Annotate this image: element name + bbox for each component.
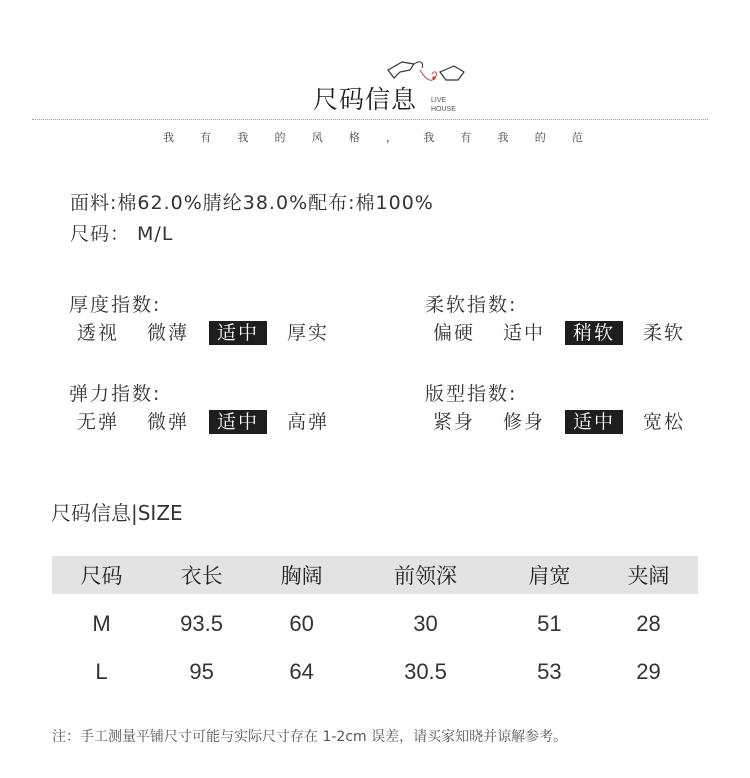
table-cell: 28 (636, 611, 661, 636)
table-row (52, 594, 698, 648)
index-option: 偏硬 (432, 322, 475, 344)
slogan-char: 风 (311, 131, 323, 144)
table-cell: 51 (537, 611, 562, 636)
size-section-heading: 尺码信息|SIZE (51, 501, 183, 525)
index-option: 宽松 (642, 411, 685, 433)
table-cell: 30 (413, 611, 438, 636)
table-header-row (52, 556, 698, 594)
elasticity-index-options (69, 410, 349, 434)
slogan-char: 我 (163, 131, 174, 144)
column-header: 夹阔 (599, 556, 698, 594)
fabric-composition: 面料:棉62.0%腈纶38.0%配布:棉100% (70, 192, 434, 214)
slogan-char: 范 (571, 131, 583, 144)
index-option: 柔软 (642, 322, 685, 344)
thickness-index-options (69, 321, 349, 345)
elasticity-index-label: 弹力指数: (69, 383, 162, 405)
column-header: 前领深 (351, 556, 500, 594)
table-cell: 93.5 (180, 611, 223, 636)
index-option: 微薄 (146, 322, 189, 344)
size-table (52, 556, 698, 696)
column-header: 胸阔 (252, 556, 351, 594)
index-option: 适中 (209, 321, 267, 345)
measurement-note: 注：手工测量平铺尺寸可能与实际尺寸存在 1-2cm 误差，请买家知晓并谅解参考。 (52, 729, 568, 745)
index-option: 适中 (565, 410, 623, 434)
slogan-char: 我 (497, 131, 509, 144)
index-option: 稍软 (565, 321, 623, 345)
index-option: 高弹 (286, 411, 329, 433)
logo-sub-line-1: LIVE (431, 97, 447, 104)
slogan-char: 格 (348, 131, 360, 144)
index-option: 无弹 (76, 411, 119, 433)
slogan-char: 有 (460, 131, 472, 144)
slogan-char: 有 (200, 131, 212, 144)
size-options: 尺码： M/L (70, 223, 174, 245)
index-option: 紧身 (432, 411, 475, 433)
softness-index-label: 柔软指数: (425, 294, 518, 316)
thickness-index-label: 厚度指数: (69, 294, 162, 316)
table-cell: 30.5 (404, 659, 447, 684)
header-divider (32, 119, 708, 120)
logo-subtext (431, 96, 456, 114)
slogan-char: 我 (423, 131, 435, 144)
index-option: 透视 (76, 322, 119, 344)
column-header: 肩宽 (500, 556, 599, 594)
table-cell: 64 (289, 659, 314, 684)
slogan-char: 的 (534, 131, 546, 144)
index-option: 厚实 (286, 322, 329, 344)
table-row (52, 648, 698, 696)
column-header: 尺码 (52, 556, 151, 594)
softness-index-options (425, 321, 705, 345)
table-cell: 95 (189, 659, 214, 684)
index-option: 微弹 (146, 411, 189, 433)
table-cell: M (92, 611, 111, 636)
index-option: 适中 (502, 322, 545, 344)
index-option: 修身 (502, 411, 545, 433)
slogan-char: 我 (237, 131, 249, 144)
column-header: 衣长 (151, 556, 252, 594)
table-cell: 60 (289, 611, 314, 636)
fit-index-options (425, 410, 705, 434)
index-option: 适中 (209, 410, 267, 434)
table-cell: L (95, 659, 108, 684)
table-cell: 53 (537, 659, 562, 684)
slogan-char: ， (386, 131, 398, 144)
page-title: 尺码信息 (313, 85, 418, 114)
logo-sub-line-2: HOUSE (431, 106, 456, 113)
table-cell: 29 (636, 659, 661, 684)
slogan (163, 129, 583, 145)
slogan-char: 的 (274, 131, 286, 144)
fit-index-label: 版型指数: (425, 383, 518, 405)
